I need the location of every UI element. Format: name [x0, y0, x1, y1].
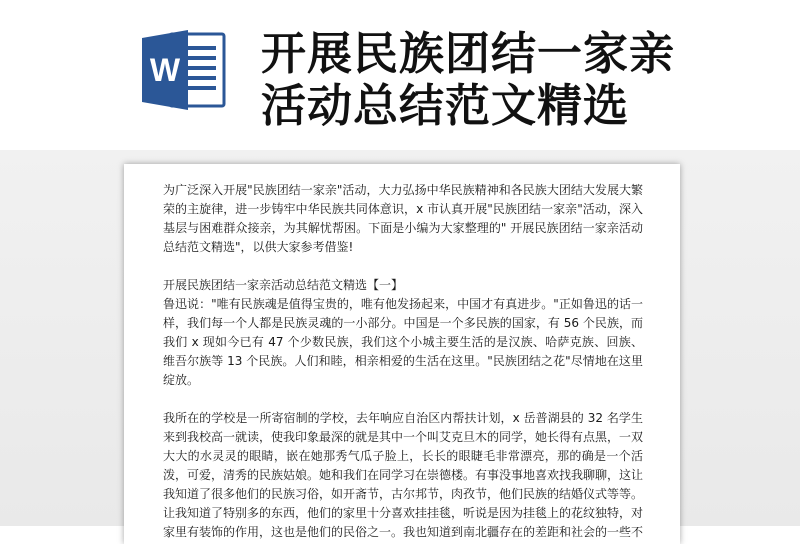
word-document-icon	[140, 28, 226, 112]
paragraph-2: 我所在的学校是一所寄宿制的学校，去年响应自治区内帮扶计划，x 岳普湖县的 32 名学生来到我校高一就读，使我印象最深的就是其中一个叫艾克旦木的同学，她长得有点黑，一双大大的水灵灵的眼睛，嵌在她那秀气瓜子脸上，长长的眼睫毛非常漂亮，那的确是一个活泼，可爱，清秀的民族姑娘。她和我们在同学习在崇德楼。有事没事地喜欢找我聊聊，这让我知道了很多他们的民族习俗，如开斋节，古尔邦节，肉孜节，他们民族的结婚仪式等等。让我知道了特别多的东西，他们的家里十分喜欢挂挂毯，听说是因为挂毯上的花纹独特，对家里有装饰的作用，这也是他们的民俗之一。我也知道到南北疆存在的差距和社会的一些不	[163, 411, 644, 539]
page-title	[261, 28, 781, 132]
paragraph-gap	[163, 257, 643, 276]
header-banner	[0, 0, 800, 150]
word-icon-letter: W	[149, 52, 181, 88]
paragraph-gap	[163, 390, 643, 409]
document-body	[163, 181, 643, 542]
title-line-2: 活动总结范文精选	[261, 79, 630, 132]
title-line-1: 开展民族团结一家亲	[261, 27, 676, 80]
section-heading: 开展民族团结一家亲活动总结范文精选【一】	[163, 278, 404, 292]
intro-paragraph: 为广泛深入开展"民族团结一家亲"活动，大力弘扬中华民族精神和各民族大团结大发展大繁荣的主旋律，进一步铸牢中华民族共同体意识，x 市认真开展"民族团结一家亲"活动，深入基层与困难群众接亲，为其解忧帮困。下面是小编为大家整理的" 开展民族团结一家亲活动总结范文精选"，以供大家参考借鉴!	[163, 183, 643, 254]
paragraph-1: 鲁迅说："唯有民族魂是值得宝贵的，唯有他发扬起来，中国才有真进步。"正如鲁迅的话一样，我们每一个人都是民族灵魂的一小部分。中国是一个多民族的国家，有 56 个民族，而我们 x 现如今已有 47 个少数民族，我们这个小城主要生活的是汉族、哈萨克族、回族、维吾尔族等 13 个民族。人们和睦，相亲相爱的生活在这里。"民族团结之花"尽情地在这里绽放。	[163, 297, 643, 387]
document-page	[124, 164, 680, 544]
